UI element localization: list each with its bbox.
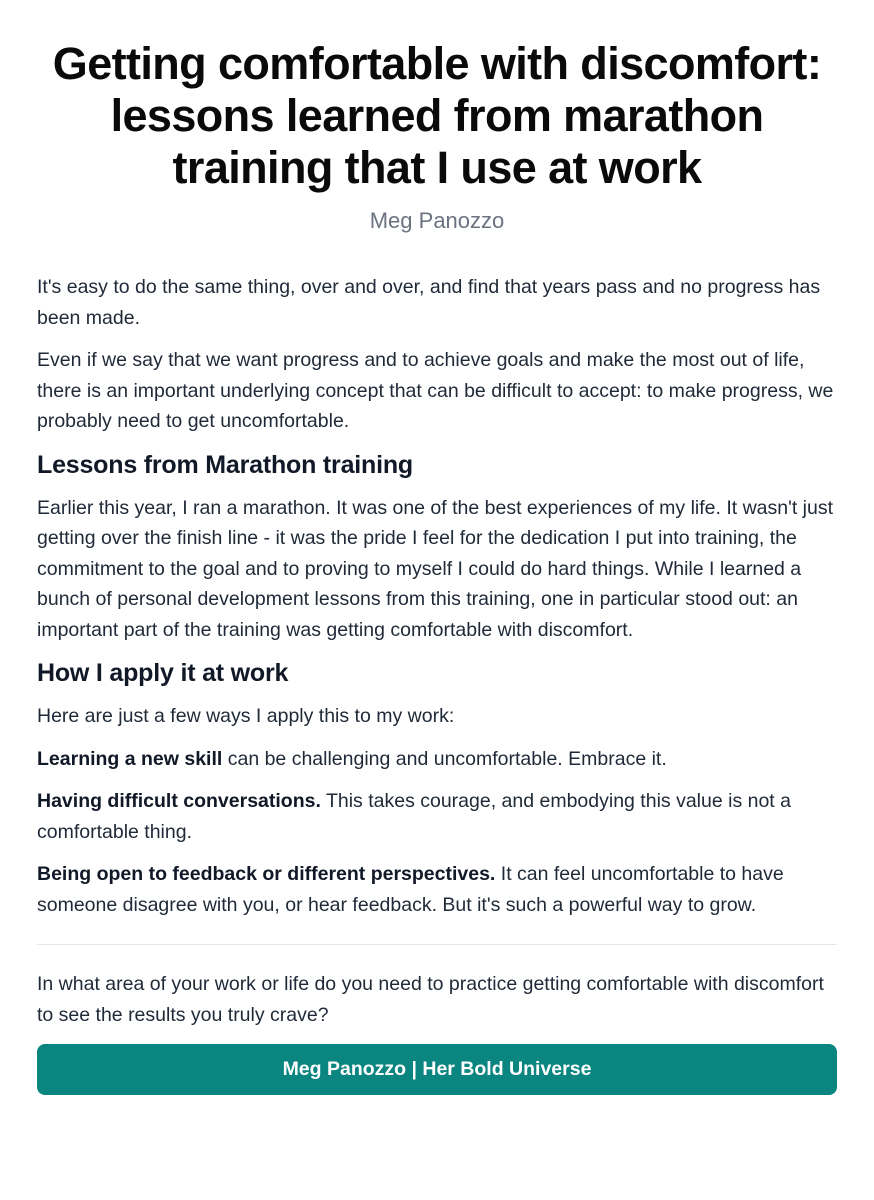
section-heading-marathon: Lessons from Marathon training	[37, 450, 413, 479]
work-lead-paragraph: Here are just a few ways I apply this to my work:	[37, 705, 455, 727]
work-item-feedback-text: It can feel uncomfortable to have someone disagree with you, or hear feedback. But it's such a powerful way to grow.	[37, 863, 784, 916]
work-item-conversations	[37, 786, 837, 847]
work-item-learning	[37, 744, 837, 775]
article-author: Meg Panozzo	[369, 208, 505, 233]
intro-paragraph-2: Even if we say that we want progress and to achieve goals and make the most out of life, there is an important underlying concept that can be difficult to accept: to make progress, we probably need to get uncomfortable.	[37, 349, 834, 432]
work-item-learning-text: can be challenging and uncomfortable. Embrace it.	[222, 747, 667, 770]
footer-brand-button[interactable]: Meg Panozzo | Her Bold Universe	[37, 1044, 837, 1095]
article-title: Getting comfortable with discomfort: lessons learned from marathon training that I use at work	[52, 38, 822, 193]
section-heading-work: How I apply it at work	[37, 659, 289, 687]
work-item-conversations-text: This takes courage, and embodying this value is not a comfortable thing.	[37, 790, 791, 843]
marathon-paragraph: Earlier this year, I ran a marathon. It was one of the best experiences of my life. It wasn't just getting over the finish line - it was the pride I feel for the dedication I put into training, the commitment to the goal and to proving to myself I could do hard things. While I learned a bunch of personal development lessons from this training, one in particular stood out: an important part of the training was getting comfortable with discomfort.	[37, 496, 834, 641]
article-body	[37, 272, 837, 1095]
intro-paragraph-1: It's easy to do the same thing, over and over, and find that years pass and no progress has been made.	[37, 276, 821, 329]
divider	[37, 944, 837, 945]
work-item-feedback	[37, 859, 837, 920]
closing-question: In what area of your work or life do you need to practice getting comfortable with discomfort to see the results you truly crave?	[37, 973, 824, 1026]
work-item-learning-bold: Learning a new skill	[37, 747, 223, 770]
work-item-conversations-bold: Having difficult conversations.	[37, 790, 321, 812]
work-item-feedback-bold: Being open to feedback or different perspectives.	[37, 863, 496, 885]
